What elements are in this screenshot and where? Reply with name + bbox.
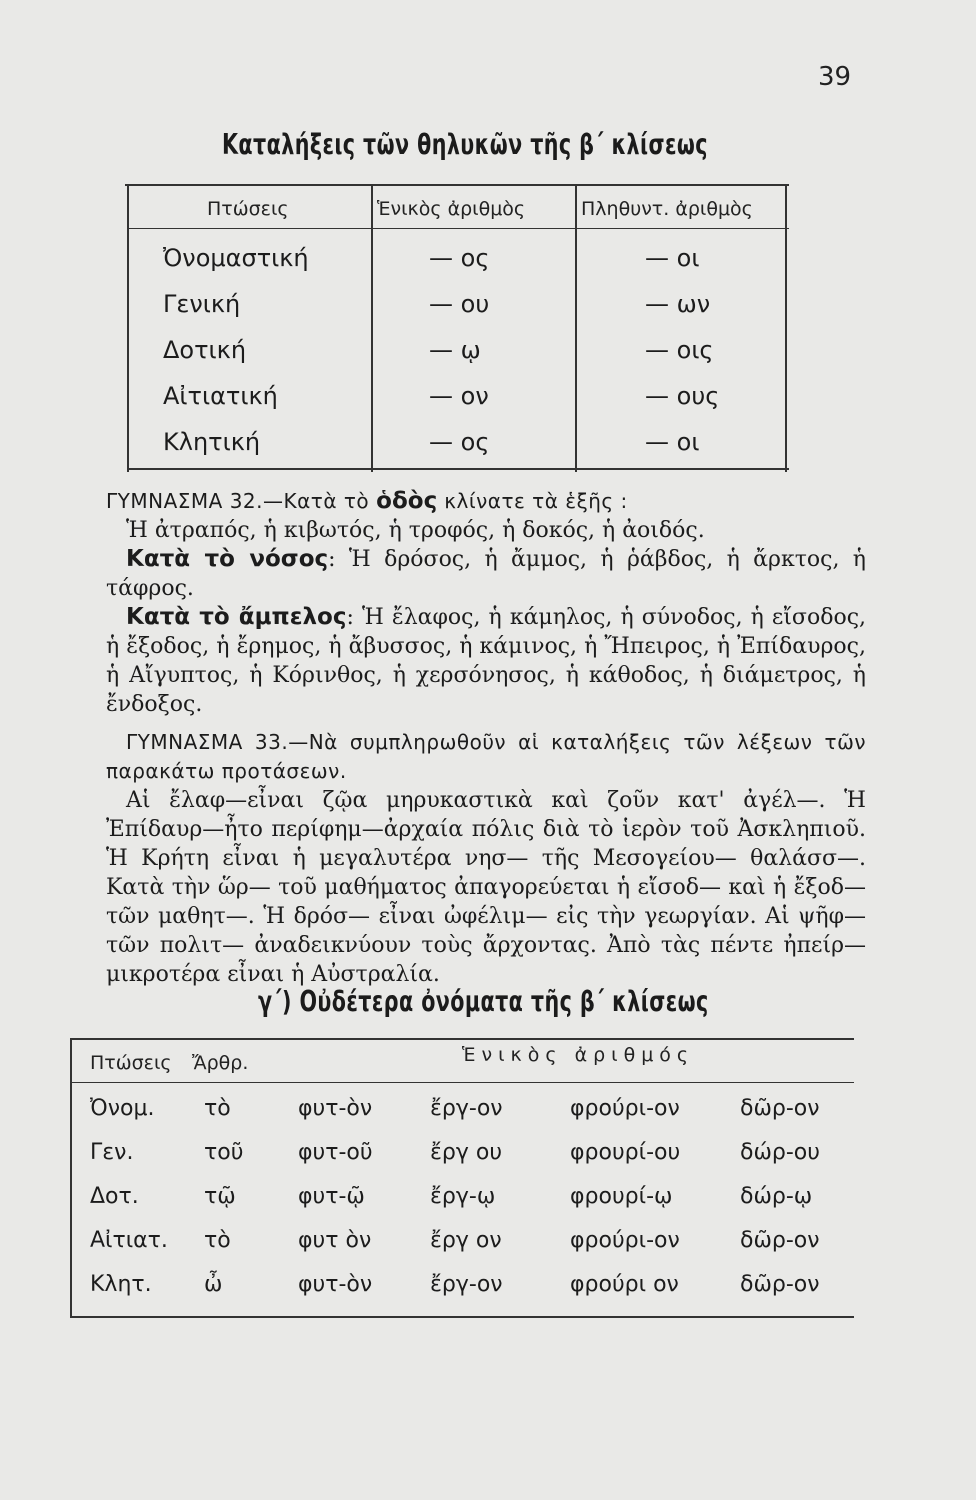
form-ergo: ἔργ ον [430, 1228, 502, 1253]
article: τοῦ [204, 1140, 244, 1165]
form-frourio: φρούρι-ον [570, 1228, 680, 1253]
table-right-border [785, 184, 787, 472]
column-header-article: Ἄρθρ. [192, 1052, 249, 1074]
table-left-border [127, 184, 129, 472]
case-abbr: Γεν. [90, 1140, 134, 1165]
exercise-33 [106, 728, 866, 989]
table-column-divider [575, 184, 577, 472]
form-fyto: φυτ-ῷ [298, 1184, 365, 1209]
form-doro: δῶρ-ον [740, 1228, 820, 1253]
singular-ending: — ος [429, 428, 490, 456]
exercise-instruction: κλίνατε τὰ ἑξῆς : [444, 489, 628, 513]
form-doro: δώρ-ου [740, 1140, 820, 1165]
case-name: Γενική [163, 290, 241, 318]
form-frourio: φρουρί-ῳ [570, 1184, 673, 1209]
form-doro: δῶρ-ον [740, 1096, 820, 1121]
article: τῷ [204, 1184, 236, 1209]
case-abbr: Δοτ. [90, 1184, 139, 1209]
singular-ending: — ον [429, 382, 489, 410]
case-name: Δοτική [163, 336, 247, 364]
plural-ending: — ων [645, 290, 711, 318]
form-doro: δῶρ-ον [740, 1272, 820, 1297]
case-name: Ὀνομαστική [163, 244, 309, 272]
table-bottom-border [70, 1316, 854, 1318]
exercise-32 [106, 487, 866, 719]
exercise-keyword: ὁδὸς [376, 488, 438, 514]
group-text: : Ἡ ἔλαφος, ἡ κάμηλος, ἡ σύνοδος, ἡ εἴσοδος, ἡ ἔξοδος, ἡ ἔρημος, ἡ ἄβυσσος, ἡ κάμινος, ἡ Ἤπειρος, ἡ Ἐπίδαυρος, ἡ Αἴγυπτος, ἡ Κόρινθος, ἡ χερσόνησος, ἡ κάθοδος, ἡ διάμετρος, ἡ ἔνδοξος. [106, 605, 867, 717]
group-text: : Ἡ δρόσος, ἡ ἄμμος, ἡ ῥάβδος, ἡ ἄρκτος, ἡ τάφρος. [106, 547, 866, 601]
plural-ending: — οις [645, 336, 714, 364]
column-header-cases: Πτώσεις [207, 198, 289, 220]
group-label: Κατὰ τὸ ἄμπελος [126, 604, 347, 630]
form-ergo: ἔργ-ον [430, 1096, 503, 1121]
column-header-singular: Ἑνικὸς ἀριθμὸς [377, 198, 526, 220]
case-abbr: Αἰτιατ. [90, 1228, 168, 1253]
column-header-cases: Πτώσεις [90, 1052, 172, 1074]
table-column-divider [371, 184, 373, 472]
singular-ending: — ῳ [429, 336, 481, 364]
table-top-border [70, 1038, 854, 1040]
exercise-32-group [106, 603, 866, 719]
article: ὦ [204, 1272, 223, 1297]
form-doro: δώρ-ῳ [740, 1184, 813, 1209]
neuter-declension-table [70, 1038, 854, 1318]
case-name: Αἰτιατική [163, 382, 278, 410]
plural-ending: — οι [645, 428, 700, 456]
form-ergo: ἔργ ου [430, 1140, 503, 1165]
exercise-33-text: Αἱ ἔλαφ—εἶναι ζῷα μηρυκαστικὰ καὶ ζοῦν κατ' ἀγέλ—. Ἡ Ἐπίδαυρ—ἦτο περίφημ—ἀρχαία πόλις διὰ τὸ ἱερὸν τοῦ Ἀσκληπιοῦ. Ἡ Κρήτη εἶναι ἡ μεγαλυτέρα νησ— τῆς Μεσογείου— θαλάσσ—. Κατὰ τὴν ὥρ— τοῦ μαθήματος ἀπαγορεύεται ἡ εἴσοδ— καὶ ἡ ἔξοδ— τῶν μαθητ—. Ἡ δρόσ— εἶναι ὠφέλιμ— εἰς τὴν γεωργίαν. Αἱ ψῆφ—τῶν πολιτ— ἀναδεικνύουν τοὺς ἄρχοντας. Ἀπὸ τὰς πέντε ἠπείρ— μικροτέρα εἶναι ἡ Αὐστραλία. [106, 788, 866, 987]
section-title-feminine-endings: Καταλήξεις τῶν θηλυκῶν τῆς β΄ κλίσεως [222, 128, 708, 161]
plural-ending: — ους [645, 382, 720, 410]
column-header-plural: Πληθυντ. ἀριθμὸς [581, 198, 753, 220]
exercise-33-heading [106, 728, 866, 786]
form-ergo: ἔργ-ον [430, 1272, 503, 1297]
feminine-endings-table [127, 184, 789, 470]
form-fyto: φυτ-οῦ [298, 1140, 373, 1165]
exercise-label: ΓΥΜΝΑΣΜΑ 33. [126, 730, 289, 754]
form-frourio: φρούρι ον [570, 1272, 679, 1297]
form-fyto: φυτ-ὸν [298, 1096, 373, 1121]
exercise-32-group [106, 545, 866, 603]
article: τὸ [204, 1096, 231, 1121]
table-left-border [70, 1038, 72, 1318]
section-title-neuter-nouns: γ΄) Οὐδέτερα ὀνόματα τῆς β΄ κλίσεως [258, 985, 709, 1018]
case-abbr: Ὀνομ. [90, 1096, 155, 1121]
table-header-divider [70, 1082, 854, 1083]
page-number: 39 [818, 62, 852, 92]
group-label: Κατὰ τὸ νόσος [126, 546, 329, 572]
form-ergo: ἔργ-ῳ [430, 1184, 496, 1209]
form-fyto: φυτ ὸν [298, 1228, 372, 1253]
table-header-divider [127, 228, 789, 229]
singular-ending: — ου [429, 290, 490, 318]
form-frourio: φρουρί-ου [570, 1140, 681, 1165]
case-name: Κλητική [163, 428, 261, 456]
form-fyto: φυτ-ὸν [298, 1272, 373, 1297]
exercise-label: ΓΥΜΝΑΣΜΑ 32. [106, 489, 263, 513]
singular-ending: — ος [429, 244, 490, 272]
table-top-border [125, 184, 789, 186]
exercise-intro: —Κατὰ τὸ [263, 489, 370, 513]
plural-ending: — οι [645, 244, 700, 272]
column-header-singular: Ἑνικὸς ἀριθμός [462, 1044, 695, 1066]
case-abbr: Κλητ. [90, 1272, 152, 1297]
exercise-32-line: Ἡ ἀτραπός, ἡ κιβωτός, ἡ τροφός, ἡ δοκός, ἡ ἀοιδός. [126, 518, 705, 543]
form-frourio: φρούρι-ον [570, 1096, 680, 1121]
exercise-32-heading [106, 487, 866, 516]
exercise-instruction: —Νὰ συμπληρωθοῦν αἱ καταλήξεις τῶν λέξεων τῶν παρακάτω προτάσεων. [106, 730, 866, 783]
article: τὸ [204, 1228, 231, 1253]
